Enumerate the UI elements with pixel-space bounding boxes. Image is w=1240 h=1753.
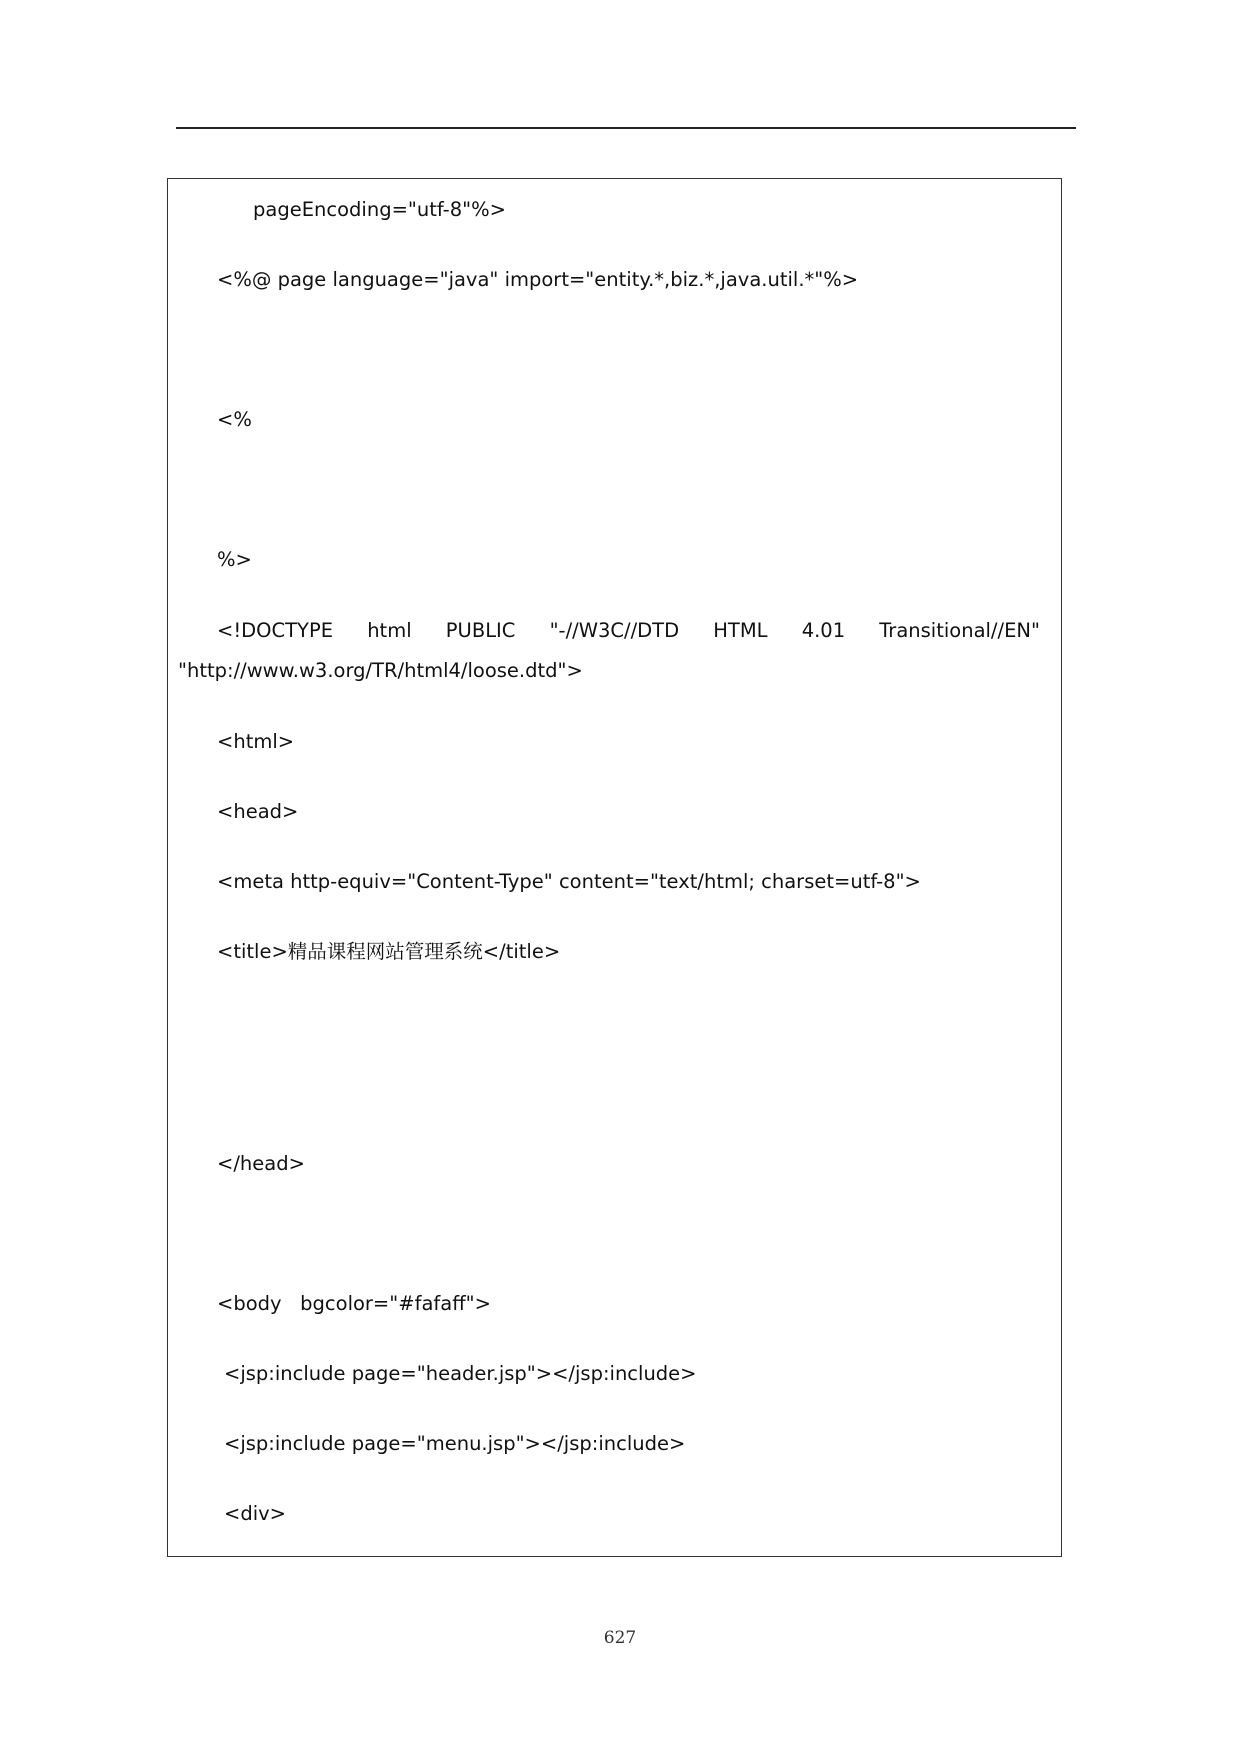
code-line-body-open: <body bgcolor="#fafaff"> <box>217 1292 491 1315</box>
doctype-token: html <box>367 619 412 642</box>
code-line-include-header: <jsp:include page="header.jsp"></jsp:include> <box>224 1362 697 1385</box>
doctype-token: "-//W3C//DTD <box>549 619 680 642</box>
code-line-head-close: </head> <box>217 1152 305 1175</box>
code-line-page-directive: <%@ page language="java" import="entity.*,biz.*,java.util.*"%> <box>217 268 859 291</box>
code-line-title: <title>精品课程网站管理系统</title> <box>217 940 561 963</box>
header-rule <box>176 127 1076 129</box>
doctype-token: Transitional//EN" <box>879 619 1040 642</box>
doctype-token: HTML <box>713 619 768 642</box>
page-number: 627 <box>603 1628 637 1648</box>
code-line-head-open: <head> <box>217 800 299 823</box>
code-line-meta: <meta http-equiv="Content-Type" content="text/html; charset=utf-8"> <box>217 870 921 893</box>
doctype-token: 4.01 <box>801 619 846 642</box>
code-line-doctype <box>217 619 1040 643</box>
code-line-html-open: <html> <box>217 730 295 753</box>
code-line-include-menu: <jsp:include page="menu.jsp"></jsp:include> <box>224 1432 686 1455</box>
code-line-scriptlet-close: %> <box>217 548 252 571</box>
code-listing-box <box>167 178 1062 1557</box>
doctype-token: PUBLIC <box>445 619 516 642</box>
code-line-scriptlet-open: <% <box>217 408 252 431</box>
code-line-page-encoding: pageEncoding="utf-8"%> <box>253 198 506 221</box>
code-line-doctype-url: "http://www.w3.org/TR/html4/loose.dtd"> <box>178 659 583 682</box>
code-line-div-open: <div> <box>224 1502 287 1525</box>
doctype-token: <!DOCTYPE <box>217 619 334 642</box>
